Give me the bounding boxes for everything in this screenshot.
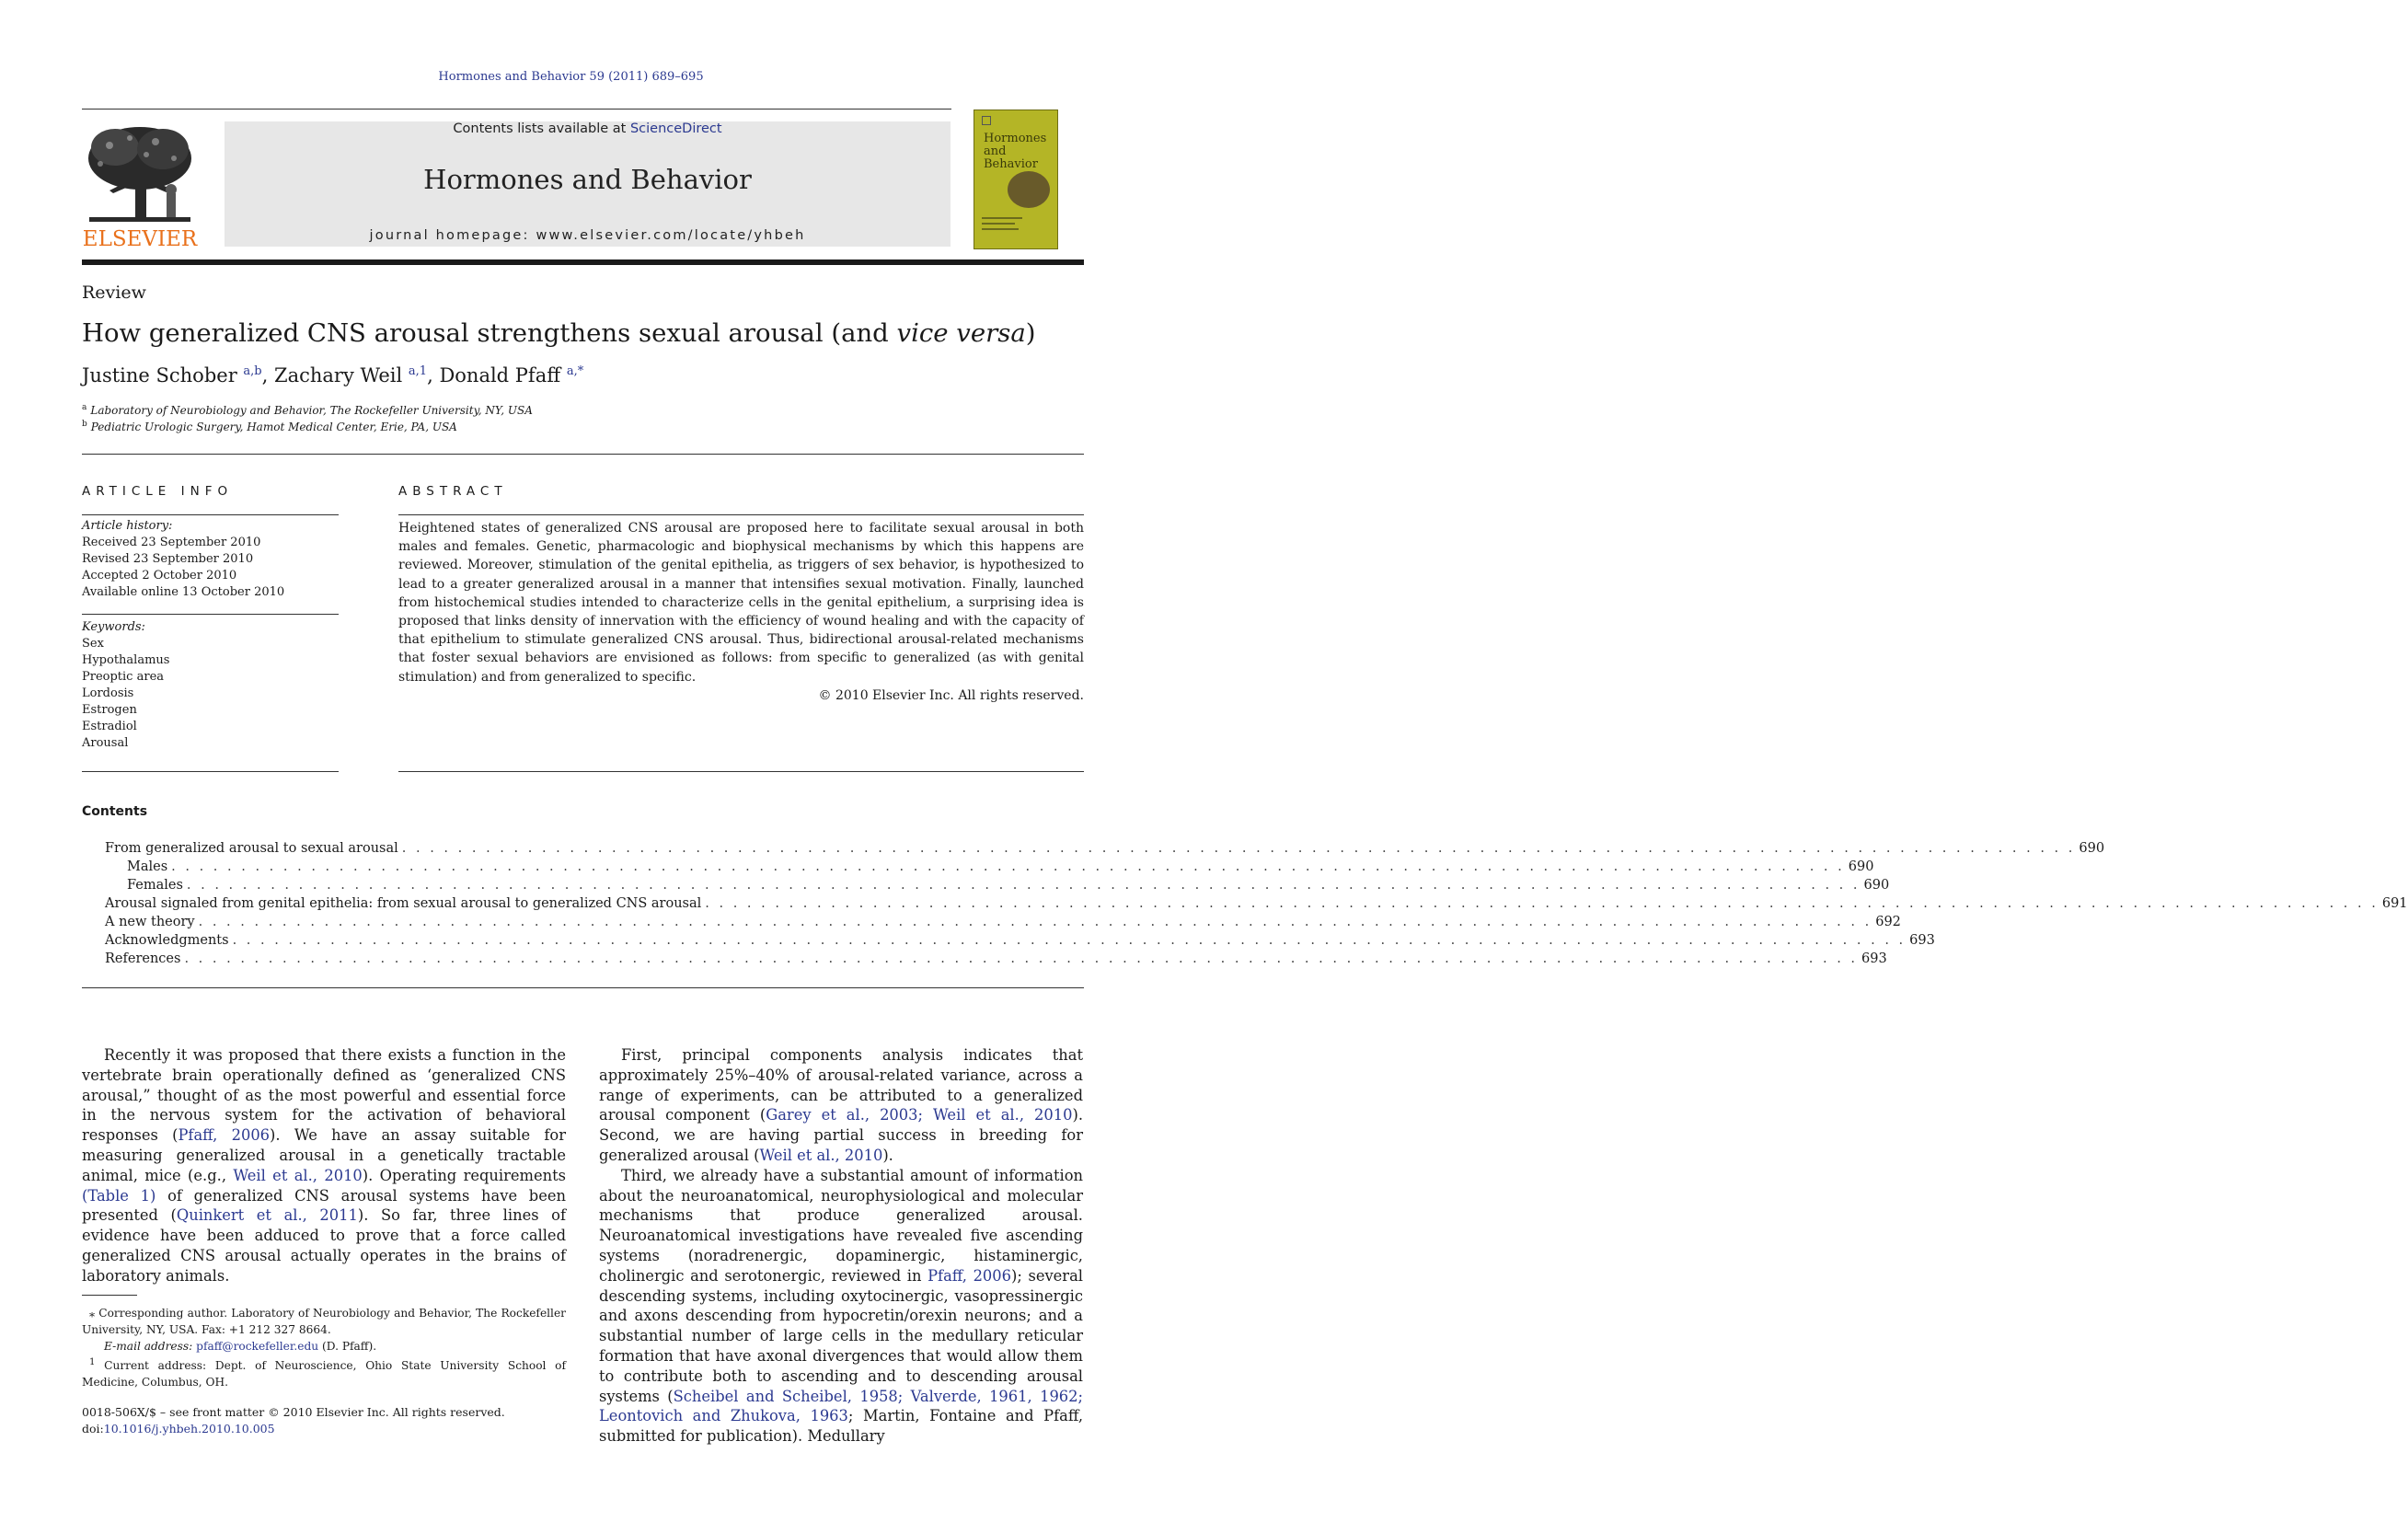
toc-entry[interactable] (105, 878, 1890, 896)
journal-title: Hormones and Behavior (423, 164, 752, 195)
citation-link[interactable]: Weil et al., 2010 (759, 1146, 883, 1164)
toc-entry-label: References (105, 951, 181, 966)
article-info-heading: ARTICLE INFO (82, 484, 234, 499)
keyword: Lordosis (82, 686, 134, 700)
history-item: Available online 13 October 2010 (82, 585, 285, 599)
citation-link[interactable]: Pfaff, 2006 (927, 1266, 1011, 1285)
keyword: Sex (82, 637, 104, 651)
asterisk-mark: ⁎ (89, 1307, 96, 1320)
contents-prefix: Contents lists available at (453, 121, 630, 136)
toc-leader-dots: . . . . . . . . . . . . . . . . . . . . . . . . . . . . . . . . . . . . . . . . . . . . . . . . . . . . . . . . . . . . . . . . . . . . . . . . . . . . . . . . . . . . . . . . . . . . . . . . . . . . . . . . . . . . . . . . . . . . . . . . (198, 915, 1872, 929)
toc-entry-label: A new theory (105, 915, 195, 929)
history-item: Revised 23 September 2010 (82, 552, 254, 566)
author-name: Justine Schober (82, 364, 237, 386)
toc-entry-page: 691 (2381, 896, 2408, 911)
affiliation: $^a$ Laboratory of Neurobiology and Behavior, The Rockefeller University, NY, USA (82, 403, 533, 417)
toc-entry-label: Arousal signaled from genital epithelia: from sexual arousal to generalized CNS arousal (105, 896, 702, 911)
citation-link[interactable]: Pfaff, 2006 (178, 1126, 271, 1145)
author-name: Zachary Weil (274, 364, 403, 386)
toc-entry-label: Females (127, 878, 183, 893)
toc-entry[interactable] (105, 896, 2408, 915)
footnote-current-address: $^1$ Current address: Dept. of Neuroscience, Ohio State University School of Medicine, Columbus, OH. (82, 1357, 566, 1389)
article-title: How generalized CNS arousal strengthens sexual arousal (and vice versa) (82, 318, 1036, 348)
sciencedirect-link[interactable]: ScienceDirect (629, 121, 722, 136)
table-link[interactable]: (Table 1) (82, 1186, 156, 1205)
toc-entry-page: 693 (1861, 951, 1887, 966)
history-item: Accepted 2 October 2010 (82, 569, 237, 582)
toc-entry-page: 693 (1909, 933, 1935, 948)
toc-entry[interactable] (105, 951, 1887, 970)
contents-available-line (225, 121, 951, 136)
toc-entry-page: 690 (1848, 859, 1874, 874)
author-affiliation-link[interactable]: a,b (243, 364, 262, 378)
keyword: Estradiol (82, 720, 137, 733)
article-history (82, 518, 284, 601)
article-type: Review (82, 282, 146, 303)
toc-entry-page: 690 (1863, 878, 1890, 893)
citation-link[interactable]: Quinkert et al., 2011 (176, 1206, 358, 1225)
keywords-label: Keywords: (82, 620, 145, 634)
toc-leader-dots: . . . . . . . . . . . . . . . . . . . . . . . . . . . . . . . . . . . . . . . . . . . . . . . . . . . . . . . . . . . . . . . . . . . . . . . . . . . . . . . . . . . . . . . . . . . . . . . . . . . . . . . . . . . . . . . . . . . . . . . . (186, 878, 1861, 893)
toc-entry-label: Males (127, 859, 168, 874)
footnotes (82, 1305, 566, 1390)
history-item: Received 23 September 2010 (82, 536, 261, 549)
affiliation: $^b$ Pediatric Urologic Surgery, Hamot Medical Center, Erie, PA, USA (82, 420, 457, 433)
section-rule (82, 454, 1084, 455)
body-paragraph: Recently it was proposed that there exists a function in the vertebrate brain operationally defined as ‘generalized CNS arousal,” thought of as the most powerful and essential force in the nervous system for the activation of behavioral responses (Pfaff, 2006). We have an assay suitable for measuring generalized arousal in a genetically tractable animal, mice (e.g., Weil et al., 2010). Operating requirements (Table 1) of generalized CNS arousal systems have been presented (Quinkert et al., 2011). So far, three lines of evidence have been adduced to prove that a force called generalized CNS arousal actually operates in the brains of laboratory animals. (82, 1046, 567, 1285)
footnote-rule (82, 1295, 137, 1296)
toc-leader-dots: . . . . . . . . . . . . . . . . . . . . . . . . . . . . . . . . . . . . . . . . . . . . . . . . . . . . . . . . . . . . . . . . . . . . . . . . . . . . . . . . . . . . . . . . . . . . . . . . . . . . . . . . . . . . . . . . . . . . . . . . (171, 859, 1845, 874)
author-affiliation-link[interactable]: a,* (566, 364, 584, 378)
toc-entry-label: Acknowledgments (105, 933, 229, 948)
section-rule (82, 987, 1084, 988)
journal-reference[interactable]: Hormones and Behavior 59 (2011) 689–695 (438, 70, 704, 84)
abstract-heading: ABSTRACT (398, 484, 508, 499)
toc-leader-dots: . . . . . . . . . . . . . . . . . . . . . . . . . . . . . . . . . . . . . . . . . . . . . . . . . . . . . . . . . . . . . . . . . . . . . . . . . . . . . . . . . . . . . . . . . . . . . . . . . . . . . . . . . . . . . . . . . . . . . . . . (401, 841, 2076, 856)
issn-line: 0018-506X/$ – see front matter © 2010 Elsevier Inc. All rights reserved. (82, 1405, 505, 1419)
author-name: Donald Pfaff (439, 364, 561, 386)
contents-heading: Contents (82, 804, 148, 819)
doi-line: doi:10.1016/j.yhbeh.2010.10.005 (82, 1422, 275, 1436)
keyword: Arousal (82, 736, 129, 750)
article-identifiers (82, 1404, 505, 1437)
body-paragraph: First, principal components analysis indicates that approximately 25%–40% of arousal-related variance, across a range of experiments, can be attributed to a generalized arousal component (Garey et al., 2003; Weil et al., 2010). Second, we are having partial success in breeding for generalized arousal (Weil et al., 2010). (599, 1046, 1083, 1164)
header-rule (82, 109, 951, 110)
toc-leader-dots: . . . . . . . . . . . . . . . . . . . . . . . . . . . . . . . . . . . . . . . . . . . . . . . . . . . . . . . . . . . . . . . . . . . . . . . . . . . . . . . . . . . . . . . . . . . . . . . . . . . . . . . . . . . . . . . . . . . . . . . . (184, 951, 1859, 966)
abstract-text: Heightened states of generalized CNS arousal are proposed here to facilitate sexual arousal in both males and females. Genetic, pharmacologic and biophysical mechanisms by which this happens are reviewed. Moreover, stimulation of the genital epithelia, as triggers of sex behavior, is hypothesized to lead to a greater generalized arousal in a manner that intensifies sexual motivation. Finally, launched from histochemical studies intended to characterize cells in the genital epithelium, a surprising idea is proposed that links density of innervation with the efficiency of wound healing and with the capacity of that epithelium to stimulate generalized CNS arousal. Thus, bidirectional arousal-related mechanisms that foster sexual behaviors are envisioned as follows: from specific to generalized (as with genital stimulation) and from generalized to specific. (398, 521, 1084, 685)
author-list: Justine Schober $^{a,b}$, Zachary Weil $^{a,1}$, Donald Pfaff $^{a,*}$ (82, 364, 584, 386)
toc-entry-page: 690 (2079, 841, 2105, 856)
body-column-left (82, 1045, 566, 1286)
author-affiliation-link[interactable]: a,1 (408, 364, 428, 378)
toc-entry[interactable] (105, 933, 1935, 951)
elsevier-tree-icon (82, 121, 199, 250)
footnote-email: E-mail address: pfaff@rockefeller.edu (D. Pfaff). (104, 1340, 377, 1353)
toc-entry[interactable] (105, 841, 2105, 859)
keyword: Estrogen (82, 703, 137, 717)
toc-entry[interactable] (105, 915, 1901, 933)
body-column-right (599, 1045, 1083, 1447)
cover-title: Hormones and Behavior (984, 132, 1047, 171)
toc-entry-page: 692 (1875, 915, 1901, 929)
footnote-corresponding: ⁎ Corresponding author. Laboratory of Neurobiology and Behavior, The Rockefeller University, NY, USA. Fax: +1 212 327 8664. (82, 1307, 566, 1336)
abstract (398, 519, 1084, 705)
doi-link[interactable]: 10.1016/j.yhbeh.2010.10.005 (103, 1422, 275, 1436)
copyright-notice: © 2010 Elsevier Inc. All rights reserved. (818, 687, 1084, 703)
cover-animal-image (1008, 171, 1050, 208)
cover-logo-icon (982, 116, 991, 125)
keywords (82, 619, 169, 752)
toc-leader-dots: . . . . . . . . . . . . . . . . . . . . . . . . . . . . . . . . . . . . . . . . . . . . . . . . . . . . . . . . . . . . . . . . . . . . . . . . . . . . . . . . . . . . . . . . . . . . . . . . . . . . . . . . . . . . . . . . . . . . . . . . (705, 896, 2379, 911)
toc-leader-dots: . . . . . . . . . . . . . . . . . . . . . . . . . . . . . . . . . . . . . . . . . . . . . . . . . . . . . . . . . . . . . . . . . . . . . . . . . . . . . . . . . . . . . . . . . . . . . . . . . . . . . . . . . . . . . . . . . . . . . . . . (232, 933, 1907, 948)
masthead-rule (82, 259, 1084, 265)
email-link[interactable]: pfaff@rockefeller.edu (196, 1340, 319, 1353)
journal-masthead (225, 121, 951, 247)
citation-link[interactable]: Garey et al., 2003; Weil et al., 2010 (766, 1106, 1073, 1124)
publisher-name: ELSEVIER (82, 227, 198, 251)
toc-entry[interactable] (105, 859, 1874, 878)
keyword: Hypothalamus (82, 653, 170, 667)
journal-cover-thumbnail (974, 110, 1058, 249)
history-label: Article history: (82, 519, 173, 533)
elsevier-logo (82, 121, 199, 250)
citation-link[interactable]: Scheibel and Scheibel, 1958; Valverde, 1961, 1962; Leontovich and Zhukova, 1963 (599, 1387, 1083, 1425)
citation-link[interactable]: Weil et al., 2010 (233, 1166, 363, 1184)
journal-homepage[interactable]: journal homepage: www.elsevier.com/locate/yhbeh (369, 228, 806, 243)
body-paragraph: Third, we already have a substantial amount of information about the neuroanatomical, neurophysiological and molecular mechanisms that produce generalized arousal. Neuroanatomical investigations have revealed five ascending systems (noradrenergic, dopaminergic, histaminergic, cholinergic and serotonergic, reviewed in Pfaff, 2006); several descending systems, including oxytocinergic, vasopressinergic and axons descending from hypocretin/orexin neurons; and a substantial number of large cells in the medullary reticular formation that have axonal divergences that would allow them to contribute both to ascending and to descending arousal systems (Scheibel and Scheibel, 1958; Valverde, 1961, 1962; Leontovich and Zhukova, 1963; Martin, Fontaine and Pfaff, submitted for publication). Medullary (599, 1166, 1083, 1446)
toc-entry-label: From generalized arousal to sexual arousal (105, 841, 398, 856)
keyword: Preoptic area (82, 670, 165, 684)
